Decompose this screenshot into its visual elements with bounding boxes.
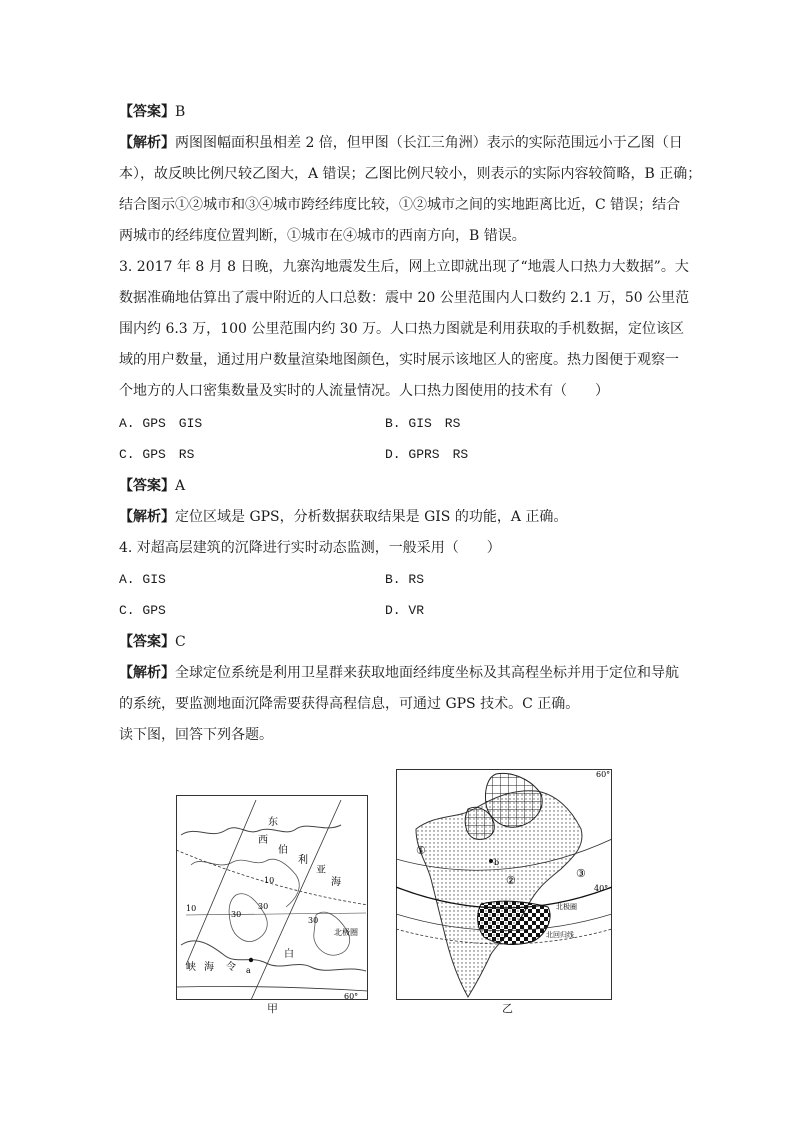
latitude-40-label: 40° [594,884,609,893]
zone-1-label: ① [416,844,426,857]
label-dong: 东 [268,817,278,828]
q3-option-c: C. GPS RS [119,447,195,462]
q3-stem-line-1: 3. 2017 年 8 月 8 日晚，九寨沟地震发生后，网上立即就出现了“地震人口热力大数据”。大 [119,259,689,275]
answer-value: C [175,634,186,650]
label-bo: 伯 [278,845,288,856]
q2-analysis-line-3: 结合图示①②城市和③④城市跨经纬度比较，①②城市之间的实地距离比近，C 错误；结合 [119,197,681,213]
label-xi: 西 [258,835,268,846]
q3-stem-line-5: 个地方的人口密集数量及实时的人流量情况。人口热力图使用的技术有（ ） [119,383,609,399]
label-ya: 亚 [316,865,326,876]
q4-option-d: D. VR [385,603,425,618]
figure-intro: 读下图，回答下列各题。 [119,727,273,743]
analysis-text: 两图图幅面积虽相差 2 倍，但甲图（长江三角洲）表示的实际范围远小于乙图（日 [175,135,683,151]
map-north-america [396,769,612,1000]
point-a-label: a [246,966,251,975]
q2-answer [119,102,185,122]
zone-3-label: ③ [576,867,586,880]
zone-2-label: ② [506,874,516,887]
analysis-tag: 【解析】 [119,665,175,681]
answer-value: B [175,104,186,120]
point-b-label: b [494,858,500,867]
analysis-text: 定位区域是 GPS，分析数据获取结果是 GIS 的功能，A 正确。 [175,509,568,525]
contour-label: 30 [231,910,242,919]
q3-option-b: B. GIS RS [385,416,461,431]
q3-option-d: D. GPRS RS [385,447,469,462]
q4-analysis-line-1 [119,663,679,683]
q3-answer [119,476,185,496]
contour-label: 30 [308,916,319,925]
answer-tag: 【答案】 [119,478,175,494]
q2-analysis-line-2: 本），故反映比例尺较乙图大，A 错误；乙图比例尺较小，则表示的实际内容较简略，B 正确； [119,166,702,182]
analysis-tag: 【解析】 [119,135,175,151]
contour-label: 10 [186,904,197,913]
map-a-caption: 甲 [267,1002,278,1015]
q4-answer [119,632,186,652]
q2-analysis-line-1 [119,133,683,153]
latitude-60-label: 60° [596,770,611,779]
point-b [489,859,493,863]
arctic-circle-label: 北极圈 [556,903,577,911]
q4-option-a: A. GIS [119,572,166,587]
tropic-label: 北回归线 [546,931,574,939]
map-b-caption: 乙 [502,1002,513,1015]
q4-analysis-line-2: 的系统，要监测地面沉降需要获得高程信息，可通过 GPS 技术。C 正确。 [119,696,580,712]
analysis-tag: 【解析】 [119,509,175,525]
q3-stem-line-3: 围内约 6.3 万，100 公里范围内约 30 万。人口热力图就是利用获取的手机数据，定位该区 [119,321,685,337]
q4-option-b: B. RS [385,572,425,587]
answer-value: A [175,478,186,494]
label-ling: 令 [226,962,236,973]
label-hai: 海 [331,877,341,888]
q3-option-a: A. GPS GIS [119,416,203,431]
q3-stem-line-4: 域的用户数量，通过用户数量渲染地图颜色，实时展示该地区人的密度。热力图便于观察一 [119,352,679,368]
label-hai-2: 海 [204,962,214,973]
q2-analysis-line-4: 两城市的经纬度位置判断，①城市在④城市的西南方向，B 错误。 [119,228,526,244]
contour-label: 10 [264,876,275,885]
q3-stem-line-2: 数据准确地估算出了震中附近的人口总数：震中 20 公里范围内人口数约 2.1 万，50 公里范 [119,290,690,306]
contour-label: 30 [258,902,269,911]
arctic-circle-label: 北极圈 [334,928,358,937]
q4-option-c: C. GPS [119,603,166,618]
label-li: 利 [298,855,308,866]
answer-tag: 【答案】 [119,634,175,650]
latitude-label: 60° [344,992,359,1000]
q3-analysis [119,507,567,527]
label-xia: 峡 [186,962,196,973]
q4-stem: 4. 对超高层建筑的沉降进行实时动态监测，一般采用（ ） [119,540,501,556]
map-bering-strait [176,795,368,1000]
analysis-text: 全球定位系统是利用卫星群来获取地面经纬度坐标及其高程坐标并用于定位和导航 [175,665,679,681]
point-a [249,958,253,962]
label-bai: 白 [284,949,294,960]
answer-tag: 【答案】 [119,104,175,120]
